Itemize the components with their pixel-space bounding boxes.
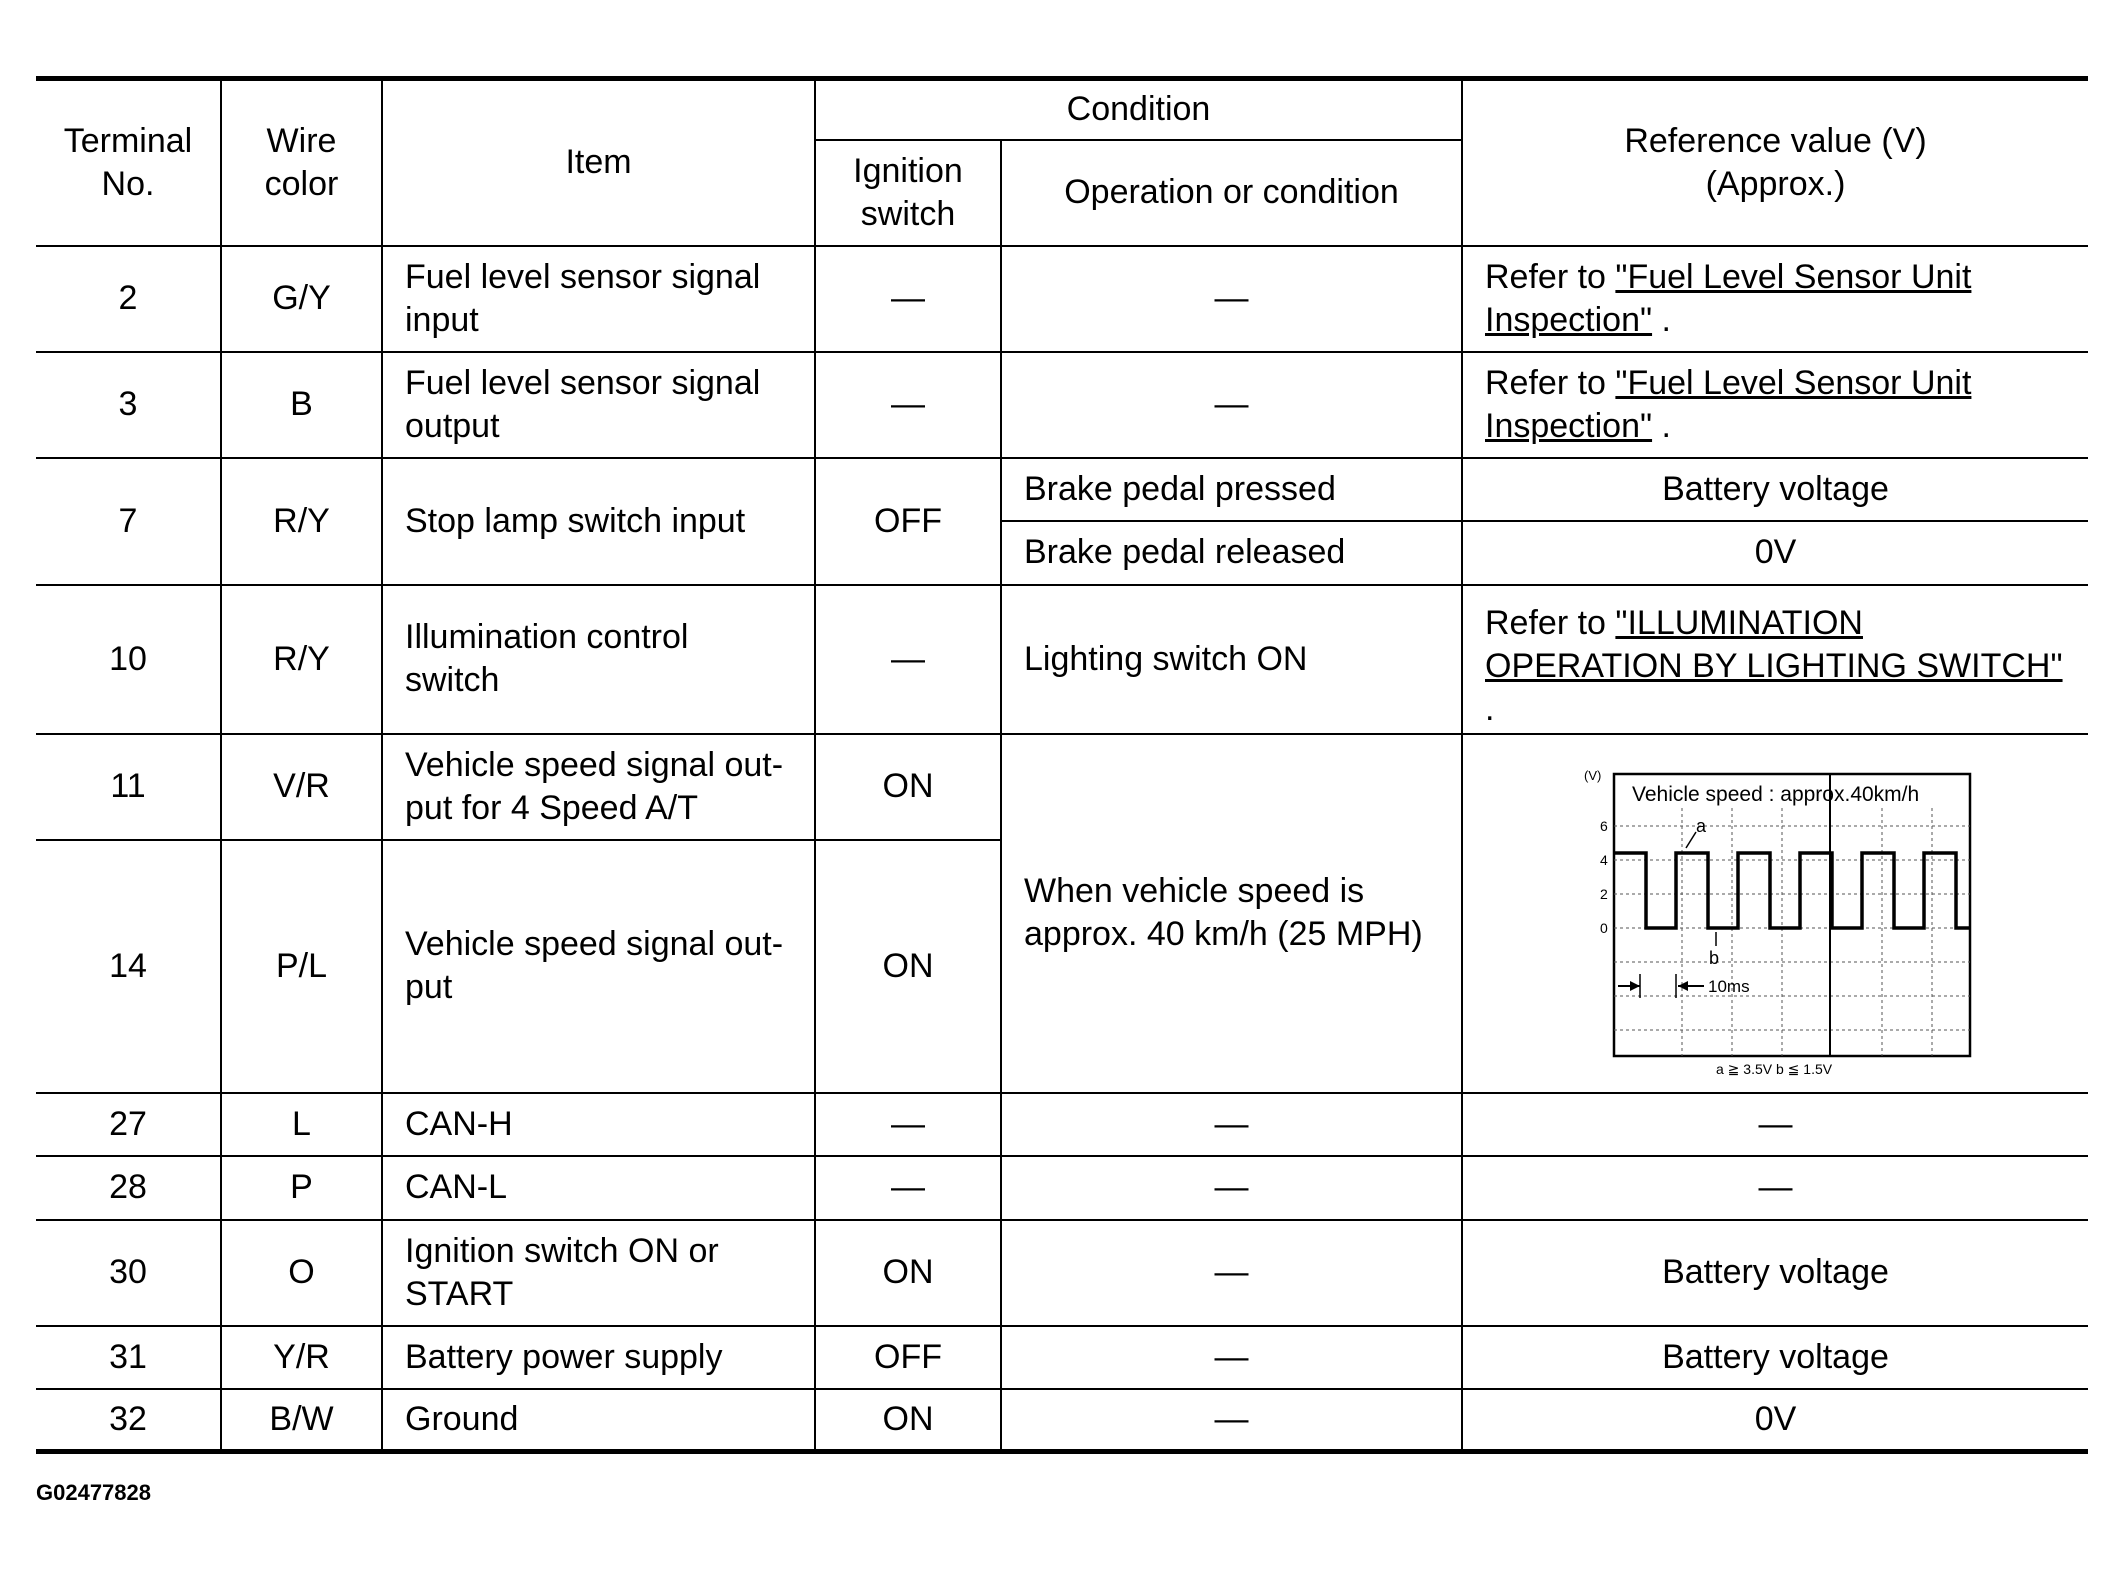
ignition-cell: ON: [815, 734, 1001, 840]
illumination-operation-link[interactable]: "ILLUMINATION OPERATION BY LIGHTING SWITCH": [1485, 603, 2063, 685]
wire-color-cell: R/Y: [221, 458, 382, 585]
item-cell: Vehicle speed signal out-put for 4 Speed A/T: [382, 734, 815, 840]
wire-color-cell: R/Y: [221, 585, 382, 734]
period-label: 10ms: [1707, 977, 1750, 996]
ignition-cell: ON: [815, 840, 1001, 1093]
item-cell: CAN-H: [382, 1093, 815, 1156]
reference-cell: [1462, 246, 2088, 352]
reference-cell: Battery voltage: [1462, 1220, 2088, 1326]
header-terminal: Terminal No.: [36, 79, 221, 246]
vehicle-speed-waveform: [1576, 748, 1976, 1078]
reference-cell: 0V: [1462, 521, 2088, 585]
ignition-cell: —: [815, 1156, 1001, 1220]
ignition-cell: ON: [815, 1389, 1001, 1452]
fuel-sensor-inspection-link[interactable]: "Fuel Level Sensor Unit Inspection": [1485, 363, 1972, 445]
ignition-cell: —: [815, 352, 1001, 458]
item-cell: Fuel level sensor signal input: [382, 246, 815, 352]
operation-cell: Brake pedal released: [1001, 521, 1462, 585]
terminal-cell: 27: [36, 1093, 221, 1156]
reference-prefix: Refer to: [1485, 603, 1616, 642]
table-row: [36, 352, 2088, 458]
operation-cell: —: [1001, 1389, 1462, 1452]
ignition-cell: ON: [815, 1220, 1001, 1326]
waveform-unit: (V): [1583, 768, 1601, 783]
fuel-sensor-inspection-link[interactable]: "Fuel Level Sensor Unit Inspection": [1485, 257, 1972, 339]
waveform-cell: [1462, 734, 2088, 1093]
wire-color-cell: G/Y: [221, 246, 382, 352]
wire-color-cell: O: [221, 1220, 382, 1326]
waveform-title: Vehicle speed : approx.40km/h: [1631, 783, 1919, 806]
ignition-cell: —: [815, 585, 1001, 734]
period-arrowhead-left: [1630, 981, 1640, 991]
reference-suffix: .: [1485, 689, 1495, 728]
y-tick-label: 2: [1599, 886, 1608, 902]
wire-color-cell: B/W: [221, 1389, 382, 1452]
table-row: [36, 458, 2088, 521]
terminal-cell: 28: [36, 1156, 221, 1220]
reference-prefix: Refer to: [1485, 363, 1616, 402]
waveform-footnote: a ≧ 3.5V b ≦ 1.5V: [1715, 1061, 1832, 1077]
wire-color-cell: L: [221, 1093, 382, 1156]
label-a: a: [1695, 816, 1706, 836]
header-condition: Condition: [815, 79, 1462, 140]
terminal-cell: 11: [36, 734, 221, 840]
operation-cell: —: [1001, 1156, 1462, 1220]
header-ignition-switch: Ignition switch: [815, 140, 1001, 246]
reference-cell: [1462, 352, 2088, 458]
operation-cell: —: [1001, 1093, 1462, 1156]
header-reference: Reference value (V) (Approx.): [1462, 79, 2088, 246]
period-arrowhead-right: [1678, 981, 1688, 991]
item-cell: Vehicle speed signal out-put: [382, 840, 815, 1093]
reference-suffix: .: [1652, 300, 1671, 339]
reference-cell: 0V: [1462, 1389, 2088, 1452]
y-tick-label: 4: [1599, 852, 1608, 868]
item-cell: Ignition switch ON or START: [382, 1220, 815, 1326]
operation-cell: Lighting switch ON: [1001, 585, 1462, 734]
terminal-cell: 7: [36, 458, 221, 585]
table-row: [36, 1156, 2088, 1220]
operation-cell: —: [1001, 1220, 1462, 1326]
square-wave-signal: [1614, 853, 1970, 928]
operation-cell: —: [1001, 1326, 1462, 1389]
terminal-cell: 32: [36, 1389, 221, 1452]
table-row: [36, 1389, 2088, 1452]
wire-color-cell: B: [221, 352, 382, 458]
reference-prefix: Refer to: [1485, 257, 1616, 296]
table-row: [36, 1220, 2088, 1326]
item-cell: CAN-L: [382, 1156, 815, 1220]
y-tick-label: 6: [1599, 818, 1608, 834]
header-operation: Operation or condition: [1001, 140, 1462, 246]
reference-cell: —: [1462, 1156, 2088, 1220]
table-row: [36, 1093, 2088, 1156]
item-cell: Illumination control switch: [382, 585, 815, 734]
terminal-cell: 3: [36, 352, 221, 458]
ignition-cell: —: [815, 1093, 1001, 1156]
item-cell: Ground: [382, 1389, 815, 1452]
document-id: G02477828: [36, 1480, 151, 1505]
terminal-cell: 10: [36, 585, 221, 734]
terminal-cell: 31: [36, 1326, 221, 1389]
terminal-cell: 14: [36, 840, 221, 1093]
reference-cell: [1462, 585, 2088, 734]
terminal-cell: 30: [36, 1220, 221, 1326]
wire-color-cell: V/R: [221, 734, 382, 840]
table-row: [36, 1326, 2088, 1389]
table-row: [36, 734, 2088, 840]
waveform-grid: [1614, 808, 1970, 1056]
speed-condition-cell: When vehicle speed is approx. 40 km/h (25 MPH): [1001, 734, 1462, 1093]
reference-suffix: .: [1652, 406, 1671, 445]
item-cell: Stop lamp switch input: [382, 458, 815, 585]
wire-color-cell: P: [221, 1156, 382, 1220]
operation-cell: —: [1001, 352, 1462, 458]
header-item: Item: [382, 79, 815, 246]
operation-cell: —: [1001, 246, 1462, 352]
table-row: [36, 585, 2088, 734]
wire-color-cell: Y/R: [221, 1326, 382, 1389]
waveform-frame: [1614, 774, 1970, 1056]
terminal-cell: 2: [36, 246, 221, 352]
item-cell: Fuel level sensor signal output: [382, 352, 815, 458]
item-cell: Battery power supply: [382, 1326, 815, 1389]
reference-cell: —: [1462, 1093, 2088, 1156]
operation-cell: Brake pedal pressed: [1001, 458, 1462, 521]
ignition-cell: —: [815, 246, 1001, 352]
label-a-leader: [1686, 832, 1696, 848]
header-wire-color: Wire color: [221, 79, 382, 246]
reference-cell: Battery voltage: [1462, 1326, 2088, 1389]
terminal-reference-table: [36, 76, 2088, 1454]
ignition-cell: OFF: [815, 1326, 1001, 1389]
y-tick-label: 0: [1599, 920, 1608, 936]
reference-cell: Battery voltage: [1462, 458, 2088, 521]
label-b: b: [1708, 948, 1719, 968]
wire-color-cell: P/L: [221, 840, 382, 1093]
table-row: [36, 246, 2088, 352]
ignition-cell: OFF: [815, 458, 1001, 585]
